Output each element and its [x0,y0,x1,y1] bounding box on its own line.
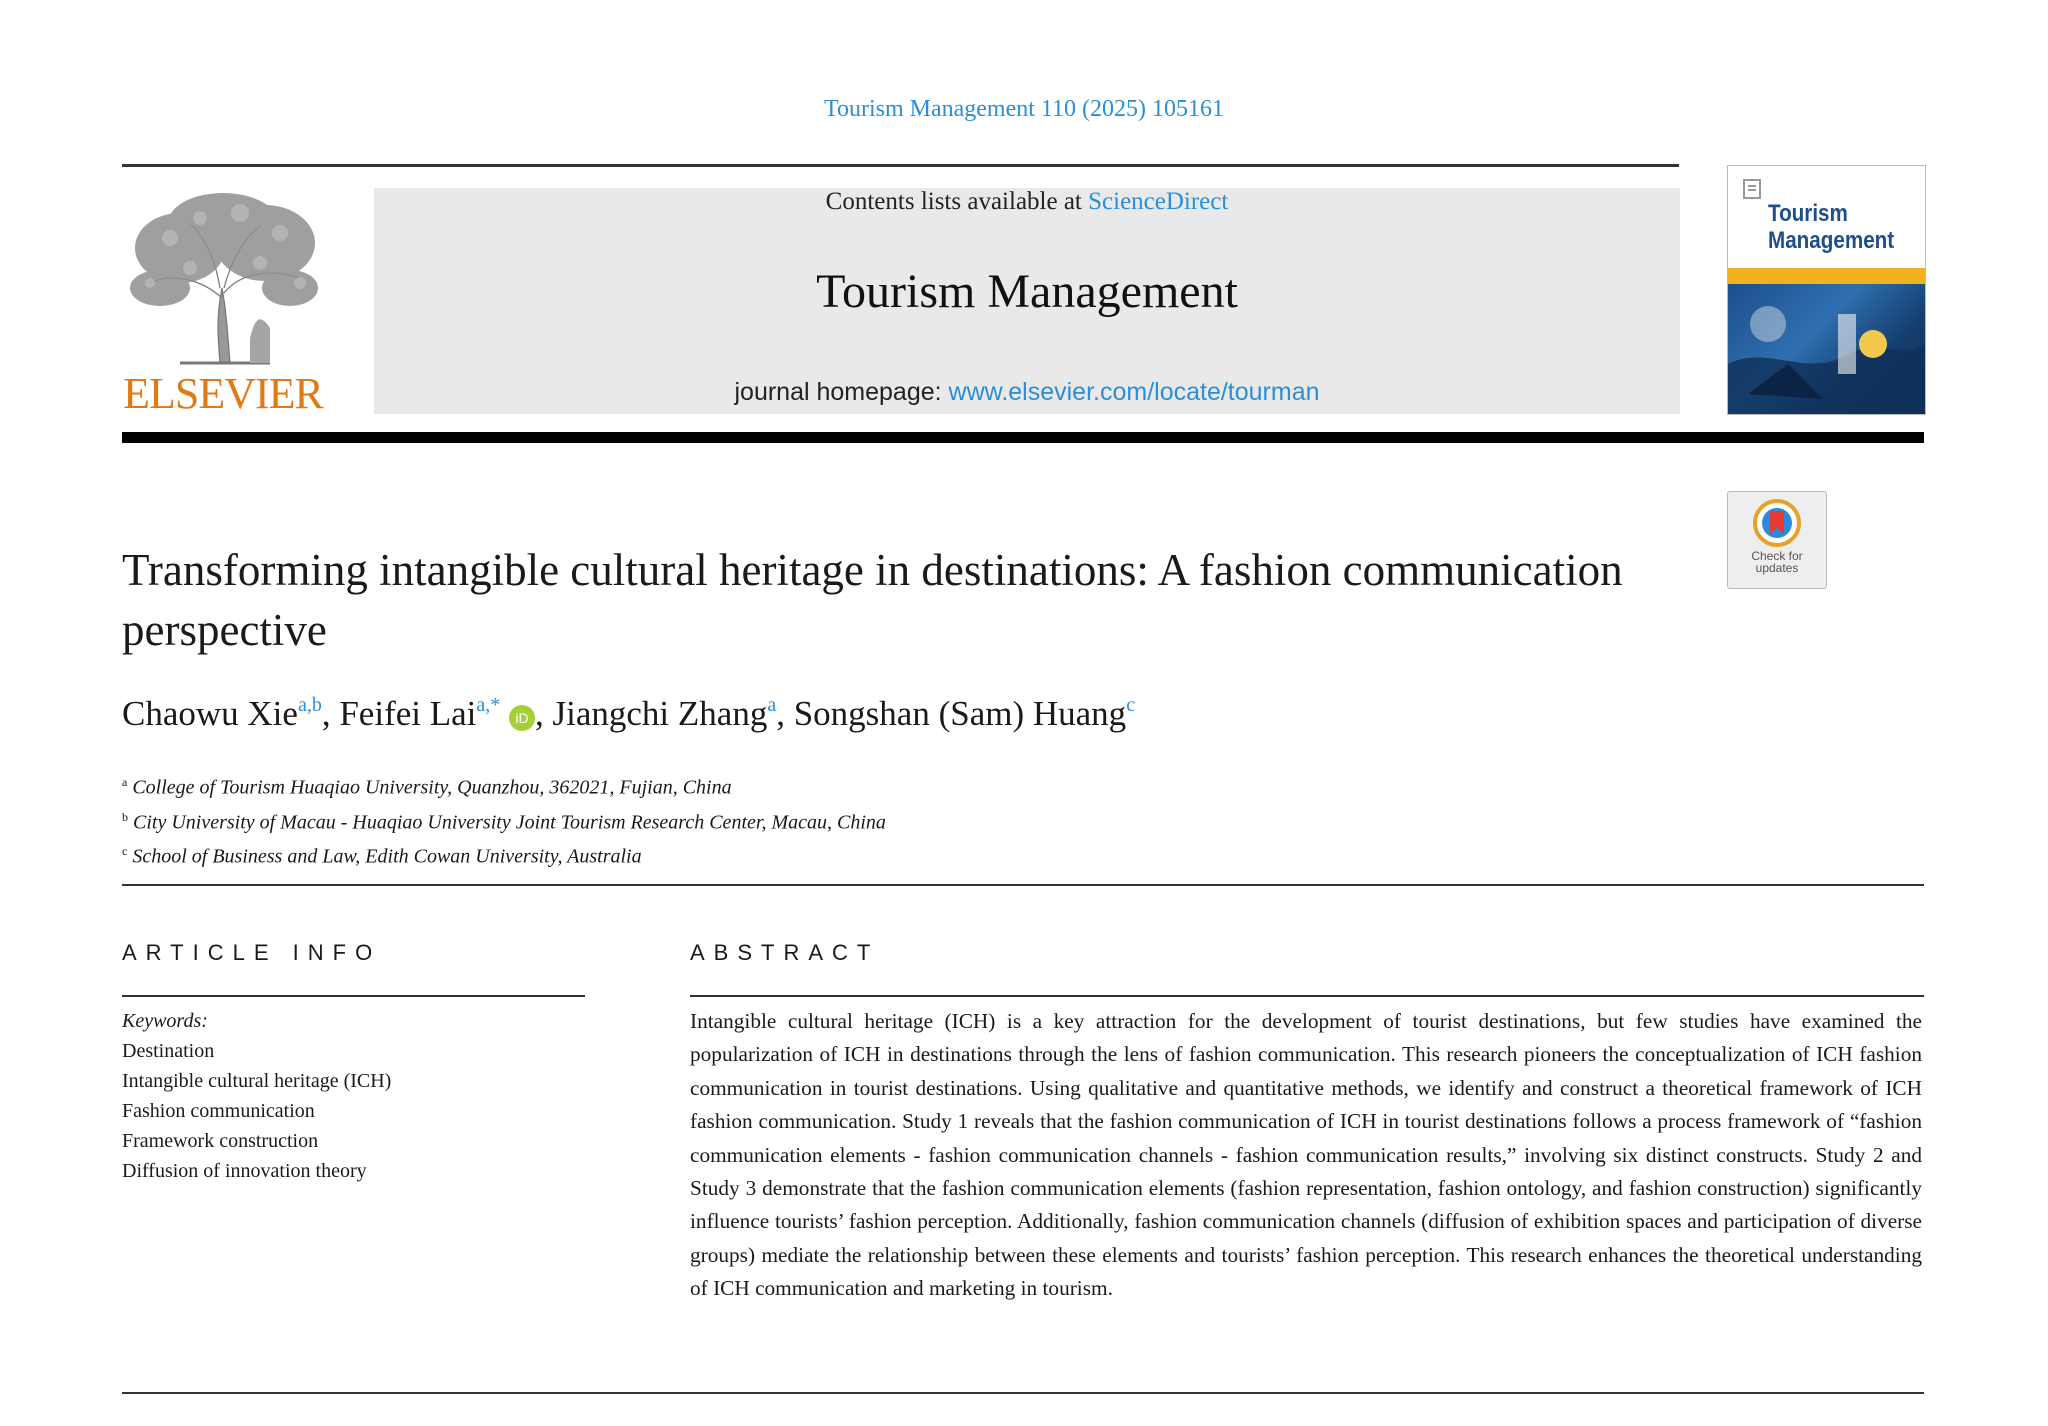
affiliation-mark: b [122,809,128,824]
crossmark-icon [1752,498,1802,548]
cover-title [1768,200,1894,254]
author-affiliation-mark[interactable]: a [767,694,777,716]
abstract-heading: ABSTRACT [690,940,880,965]
keywords-label: Keywords: [122,1010,208,1032]
affiliation-text: City University of Macau - Huaqiao University Joint Tourism Research Center, Macau, China [133,811,886,834]
affiliation-list [122,768,886,872]
header-top-rule [122,164,1679,167]
cover-publisher-mark-icon [1742,178,1762,200]
cover-title-line1: Tourism [1768,200,1848,227]
article-info-rule [122,995,585,997]
affiliation-mark: c [122,844,128,859]
journal-cover-thumbnail[interactable] [1727,165,1926,415]
cover-yellow-band [1728,268,1925,284]
author-name[interactable]: Chaowu Xie [122,694,298,733]
affiliation-item [122,803,886,838]
journal-header-band [374,188,1680,414]
affiliation-mark: a [122,775,128,789]
keyword-item: Diffusion of innovation theory [122,1160,367,1182]
header-thick-rule [122,432,1924,443]
check-for-updates-badge[interactable] [1727,491,1827,589]
keyword-item: Destination [122,1040,215,1062]
contents-prefix: Contents lists available at [825,188,1089,215]
bottom-divider [122,1392,1924,1394]
author-affiliation-mark[interactable]: a,b [297,694,322,716]
article-info-heading: ARTICLE INFO [122,940,382,965]
abstract-rule [690,995,1924,997]
keywords-block [122,1006,391,1186]
sciencedirect-link[interactable]: ScienceDirect [1088,188,1229,215]
affiliation-text: College of Tourism Huaqiao University, Quanzhou, 362021, Fujian, China [132,776,732,799]
elsevier-wordmark: ELSEVIER [123,369,323,418]
contents-availability-line [374,188,1680,216]
abstract-text: Intangible cultural heritage (ICH) is a key attraction for the development of tourist destinations, but few studies have examined the popularization of ICH in destinations through the lens of fashion communication. This research pioneers the conceptualization of ICH fashion communication in tourist destinations. Using qualitative and quantitative methods, we identify and construct a theoretical framework of ICH fashion communication. Study 1 reveals that the fashion communication of ICH in tourist destinations follows a process framework of “fashion communication elements - fashion communication channels - fashion communication results,” involving six distinct constructs. Study 2 and Study 3 demonstrate that the fashion communication elements (fashion representation, fashion ontology, and fashion construction) significantly influence tourists’ fashion perception. Additionally, fashion communication channels (diffusion of exhibition spaces and participation of diverse groups) mediate the relationship between these elements and tourists’ fashion perception. This research enhances the theoretical understanding of ICH communication and marketing in tourism. [690,1009,1922,1301]
author-affiliation-mark[interactable]: a,* [476,694,501,716]
homepage-prefix: journal homepage: [734,378,949,406]
crossmark-label-line2: updates [1755,561,1799,575]
keyword-item: Fashion communication [122,1100,315,1122]
article-title: Transforming intangible cultural heritage in destinations: A fashion communication perspective [122,545,1623,655]
journal-homepage-line [374,378,1680,407]
author-list: Chaowu Xie$^{a,b}$, Feifei Lai$^{a,*}$ iD , Jiangchi Zhang$^a$, Songshan (Sam) Huang$^c$ [122,694,1136,733]
cover-photo [1728,284,1925,414]
cover-photo-image [1728,284,1925,414]
affiliation-item [122,837,886,872]
author-name[interactable]: Jiangchi Zhang [552,694,768,733]
cover-title-line2: Management [1768,227,1895,254]
author-name[interactable]: Songshan (Sam) Huang [793,694,1127,733]
journal-homepage-link[interactable]: www.elsevier.com/locate/tourman [948,378,1320,406]
keyword-item: Framework construction [122,1130,319,1152]
orcid-icon[interactable]: iD [509,705,535,731]
journal-citation[interactable]: Tourism Management 110 (2025) 105161 [823,96,1225,122]
journal-title: Tourism Management [816,265,1238,318]
elsevier-tree-icon [120,188,326,368]
crossmark-label-line1: Check for [1751,549,1803,563]
crossmark-label [1728,550,1826,574]
section-divider [122,884,1924,886]
keyword-item: Intangible cultural heritage (ICH) [122,1070,392,1092]
elsevier-logo [120,188,326,418]
author-affiliation-mark[interactable]: c [1126,694,1136,716]
affiliation-text: School of Business and Law, Edith Cowan University, Australia [132,845,642,868]
affiliation-item [122,768,886,803]
author-name[interactable]: Feifei Lai [339,694,477,733]
